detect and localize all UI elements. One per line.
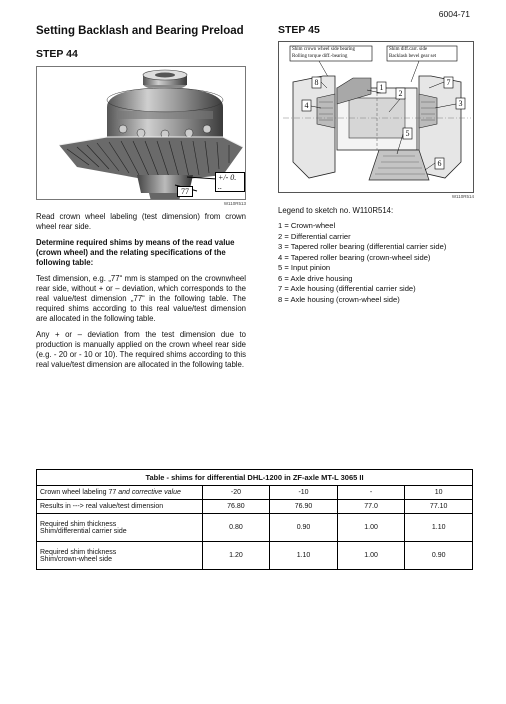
sketch-label-left-line-2: Rolling torque diff.-bearing — [292, 53, 348, 59]
table-cell: 1.00 — [337, 514, 405, 542]
legend-item: 2 = Differential carrier — [278, 231, 351, 241]
sketch-caption: W110R514 — [451, 194, 474, 199]
sketch-number-5: 5 — [405, 129, 410, 138]
step-45-label: STEP 45 — [278, 24, 320, 36]
legend-item: 1 = Crown-wheel — [278, 221, 336, 230]
legend-item: 6 = Axle drive housing — [278, 273, 353, 283]
row-label-line-2: Shim/differential carrier side — [40, 527, 127, 535]
table-cell: 77.10 — [405, 500, 473, 514]
row-label-italic: and corrective value — [118, 489, 181, 496]
right-column — [278, 24, 478, 305]
table-cell: 0.90 — [405, 542, 473, 570]
shim-table-container — [36, 469, 473, 570]
sketch-number-8: 8 — [314, 78, 319, 87]
sketch-number-2: 2 — [398, 89, 403, 98]
row-label — [37, 486, 203, 500]
table-cell: 77.0 — [337, 500, 405, 514]
legend-item: 8 = Axle housing (crown-wheel side) — [278, 294, 400, 304]
sectional-sketch — [278, 41, 474, 193]
table-row — [37, 500, 473, 514]
step-44-label: STEP 44 — [36, 48, 78, 60]
table-cell: 76.80 — [202, 500, 270, 514]
differential-photo — [36, 66, 246, 200]
row-label-line-1: Required shim thickness — [40, 520, 117, 528]
sketch-number-3: 3 — [458, 99, 463, 108]
table-cell: 10 — [405, 486, 473, 500]
legend-title: Legend to sketch no. W110R514: — [278, 206, 394, 215]
legend-item: 3 = Tapered roller bearing (differential carrier side) — [278, 242, 447, 251]
row-label-text: Crown wheel labeling 77 — [40, 489, 119, 496]
sketch-label-right — [389, 47, 457, 60]
photo-tag-77: 77 — [177, 186, 193, 197]
sketch-number-1: 1 — [379, 83, 384, 92]
table-cell: 0.80 — [202, 514, 270, 542]
table-title: Table - shims for differential DHL-1200 in ZF-axle MT-L 3065 II — [37, 470, 473, 486]
legend-item: 5 = Input pinion — [278, 263, 331, 272]
row-label — [37, 514, 203, 542]
row-label-line-2: Shim/crown-wheel side — [40, 555, 112, 563]
legend-item: 7 = Axle housing (differential carrier side) — [278, 284, 416, 293]
sketch-label-left — [292, 47, 372, 60]
table-row — [37, 514, 473, 542]
left-column — [36, 24, 246, 370]
sketch-label-left-line-1: Shim crown wheel side bearing — [292, 47, 356, 52]
legend-item: 4 = Tapered roller bearing (crown-wheel side) — [278, 252, 431, 262]
paragraph-test-dimension: Test dimension, e.g. „77“ mm is stamped on the crownwheel rear side, without + or – deviation, which corresponds to the real value/test dimension „77“ in the following table. The required shims according to this real value/test dimension are allocated in the following table. — [36, 274, 246, 323]
sketch-number-6: 6 — [437, 159, 442, 168]
paragraph-read-labeling: Read crown wheel labeling (test dimension) from crown wheel rear side. — [36, 212, 246, 231]
page-number: 6004-71 — [438, 9, 470, 19]
row-label — [37, 542, 203, 570]
table-cell: 1.10 — [405, 514, 473, 542]
paragraph-determine-shims: Determine required shims by means of the read value (crown wheel) and the relating specifications of the following table: — [36, 238, 235, 267]
paragraph-deviation: Any + or – deviation from the test dimension due to production is manually applied on the crown wheel rear side (e.g. - 20 or - 10 or 10). The required shims according to this real value/test dimension are allocated in the following table. — [36, 330, 246, 369]
table-cell: -10 — [270, 486, 338, 500]
table-row — [37, 486, 473, 500]
table-cell: 1.00 — [337, 542, 405, 570]
sectional-drawing — [279, 42, 474, 193]
row-label: Results in ---> real value/test dimension — [37, 500, 203, 514]
photo-caption: W110R513 — [223, 201, 246, 206]
photo-tag-deviation: +/- 0. .. — [215, 172, 245, 192]
sketch-label-right-line-2: Backlash bevel gear set — [389, 53, 437, 59]
section-title: Setting Backlash and Bearing Preload — [36, 25, 244, 37]
legend-list — [278, 221, 478, 305]
sketch-label-right-line-1: Shim diff.carr. side — [389, 47, 428, 52]
table-cell: 1.10 — [270, 542, 338, 570]
sketch-number-7: 7 — [446, 78, 451, 87]
table-row — [37, 542, 473, 570]
shim-table — [36, 469, 473, 570]
table-cell: 0.90 — [270, 514, 338, 542]
table-cell: 1.20 — [202, 542, 270, 570]
table-cell: - — [337, 486, 405, 500]
table-cell: 76.90 — [270, 500, 338, 514]
table-cell: -20 — [202, 486, 270, 500]
sketch-number-4: 4 — [304, 101, 309, 110]
row-label-line-1: Required shim thickness — [40, 548, 117, 556]
